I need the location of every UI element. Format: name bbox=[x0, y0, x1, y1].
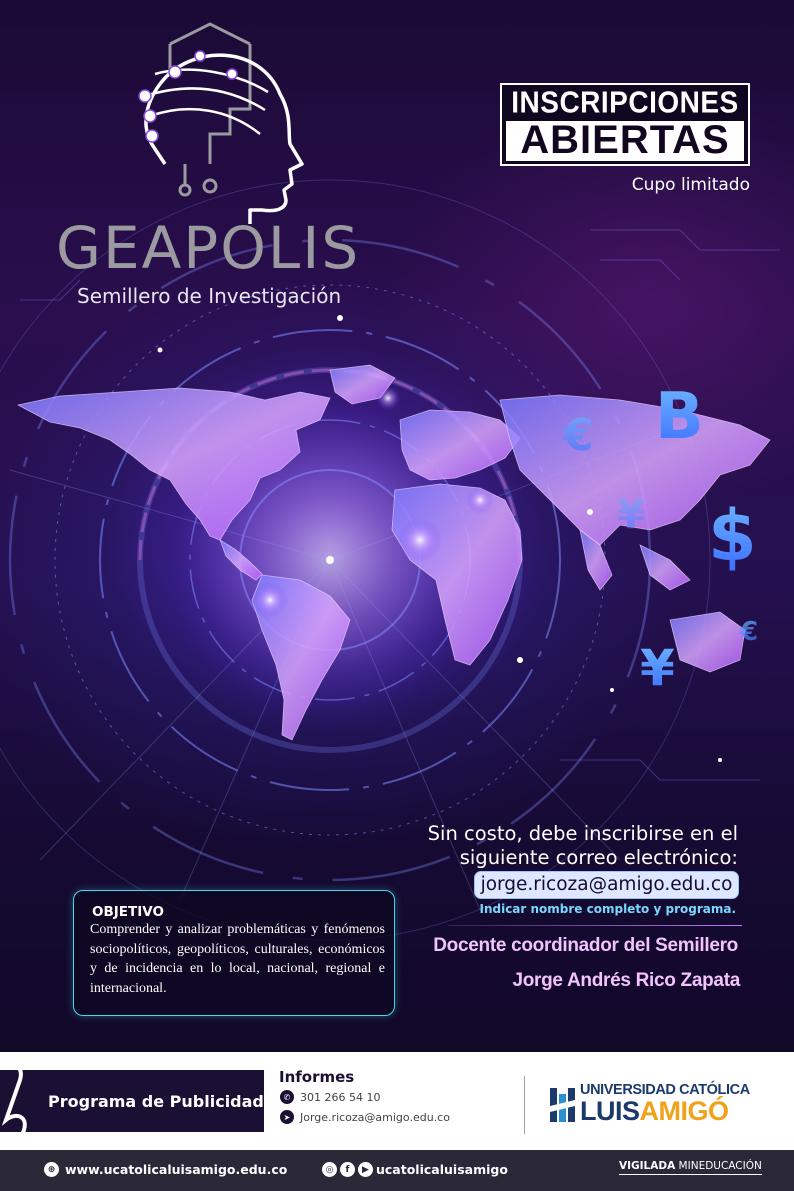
informes-phone: 301 266 54 10 bbox=[300, 1090, 381, 1104]
facebook-icon[interactable]: f bbox=[340, 1162, 355, 1177]
youtube-icon[interactable]: ▶ bbox=[358, 1162, 373, 1177]
university-amigo: AMIGÓ bbox=[639, 1096, 729, 1126]
euro-small-icon: € bbox=[740, 617, 759, 647]
docente-name: Jorge Andrés Rico Zapata bbox=[512, 970, 740, 991]
footer bbox=[0, 1052, 794, 1150]
divider bbox=[448, 925, 742, 926]
university-shield-icon bbox=[548, 1086, 578, 1124]
bottom-bar bbox=[0, 1150, 794, 1191]
registration-instructions bbox=[420, 822, 738, 870]
registration-note: Indicar nombre completo y programa. bbox=[479, 902, 736, 916]
docente-label: Docente coordinador del Semillero bbox=[433, 935, 738, 956]
inscripciones-badge bbox=[500, 83, 750, 166]
instagram-icon[interactable]: ◎ bbox=[322, 1162, 337, 1177]
dollar-icon: $ bbox=[708, 495, 757, 577]
objetivo-title: OBJETIVO bbox=[92, 904, 164, 920]
website-link[interactable] bbox=[44, 1162, 287, 1177]
inscripciones-line1: INSCRIPCIONES bbox=[511, 85, 739, 120]
university-name-top: UNIVERSIDAD CATÓLICA bbox=[580, 1082, 750, 1098]
website-text: www.ucatolicaluisamigo.edu.co bbox=[65, 1162, 288, 1177]
university-name-bottom bbox=[580, 1096, 729, 1126]
registration-email[interactable]: jorge.ricoza@amigo.edu.co bbox=[474, 871, 739, 899]
registration-line1: Sin costo, debe inscribirse en el bbox=[427, 822, 738, 845]
social-links[interactable] bbox=[322, 1162, 508, 1177]
programa-label: Programa de Publicidad bbox=[48, 1092, 264, 1111]
social-handle: ucatolicaluisamigo bbox=[376, 1162, 508, 1177]
informes-phone-row[interactable] bbox=[280, 1090, 380, 1104]
objetivo-text: Comprender y analizar problemáticas y fenómenos sociopolíticos, geopolíticos, culturales, económicos y de incidencia en lo local, nacional, regional e internacional. bbox=[90, 922, 385, 996]
globe-icon: ⊕ bbox=[44, 1162, 59, 1177]
vigilada-rest: MINEDUCACIÓN bbox=[675, 1160, 762, 1172]
geapolis-subtitle: Semillero de Investigación bbox=[77, 284, 342, 308]
footer-separator bbox=[524, 1076, 525, 1134]
brush-stroke-icon bbox=[0, 1058, 34, 1142]
bitcoin-icon: B bbox=[655, 380, 704, 454]
informes-email: Jorge.ricoza@amigo.edu.co bbox=[300, 1110, 450, 1124]
cupo-limitado: Cupo limitado bbox=[631, 175, 750, 195]
send-icon: ➤ bbox=[280, 1110, 294, 1124]
registration-line2: siguiente correo electrónico: bbox=[459, 846, 738, 869]
inscripciones-line2: ABIERTAS bbox=[520, 118, 730, 162]
geapolis-head-logo bbox=[40, 14, 380, 224]
university-logo bbox=[548, 1082, 758, 1128]
objetivo-box bbox=[73, 890, 395, 1016]
yen-large-icon: ¥ bbox=[640, 639, 675, 697]
informes-title: Informes bbox=[279, 1068, 355, 1086]
yen-icon: ¥ bbox=[617, 492, 645, 538]
euro-icon: € bbox=[563, 410, 594, 461]
informes-email-row[interactable] bbox=[280, 1110, 450, 1124]
vigilada-label bbox=[619, 1160, 762, 1175]
phone-icon: ✆ bbox=[280, 1090, 294, 1104]
vigilada-bold: VIGILADA bbox=[619, 1160, 676, 1172]
geapolis-title: GEAPOLIS bbox=[56, 214, 361, 282]
university-luis: LUIS bbox=[580, 1096, 640, 1126]
